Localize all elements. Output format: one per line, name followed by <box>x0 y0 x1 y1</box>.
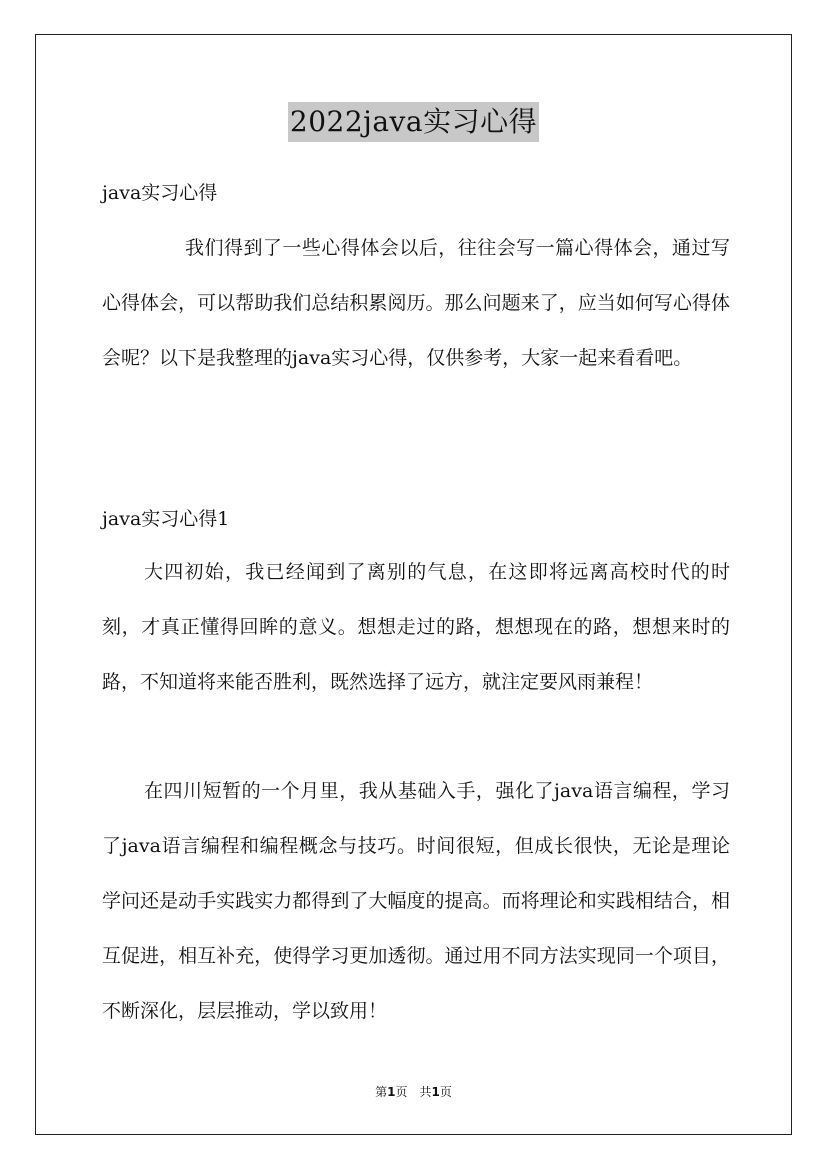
body-paragraph-2: 在四川短暂的一个月里，我从基础入手，强化了java语言编程，学习了java语言编程和编程概念与技巧。时间很短，但成长很快，无论是理论学问还是动手实践实力都得到了大幅度的提高。而将理论和实践相结合，相互促进，相互补充，使得学习更加透彻。通过用不同方法实现同一个项目，不断深化，层层推动，学以致用！ <box>102 780 730 1022</box>
body-paragraph-1: 大四初始，我已经闻到了离别的气息，在这即将远离高校时代的时刻，才真正懂得回眸的意义。想想走过的路，想想现在的路，想想来时的路，不知道将来能否胜利，既然选择了远方，就注定要风雨兼程！ <box>102 561 730 693</box>
footer-page-prefix: 第 <box>375 1085 388 1099</box>
footer-page-current: 1 <box>387 1085 396 1099</box>
intro-subheading: java实习心得 <box>102 182 218 204</box>
footer-page-total: 1 <box>431 1085 440 1099</box>
intro-paragraph: 我们得到了一些心得体会以后，往往会写一篇心得体会，通过写心得体会，可以帮助我们总结积累阅历。那么问题来了，应当如何写心得体会呢？以下是我整理的java实习心得，仅供参考，大家一起来看看吧。 <box>102 237 730 369</box>
page-footer <box>0 1083 827 1101</box>
section-1-subheading: java实习心得1 <box>102 508 230 530</box>
document-title: 2022java实习心得 <box>288 102 539 142</box>
footer-page-unit: 页 <box>395 1085 408 1099</box>
footer-total-unit: 页 <box>439 1085 452 1099</box>
footer-total-prefix: 共 <box>419 1085 432 1099</box>
title-container <box>0 102 827 142</box>
